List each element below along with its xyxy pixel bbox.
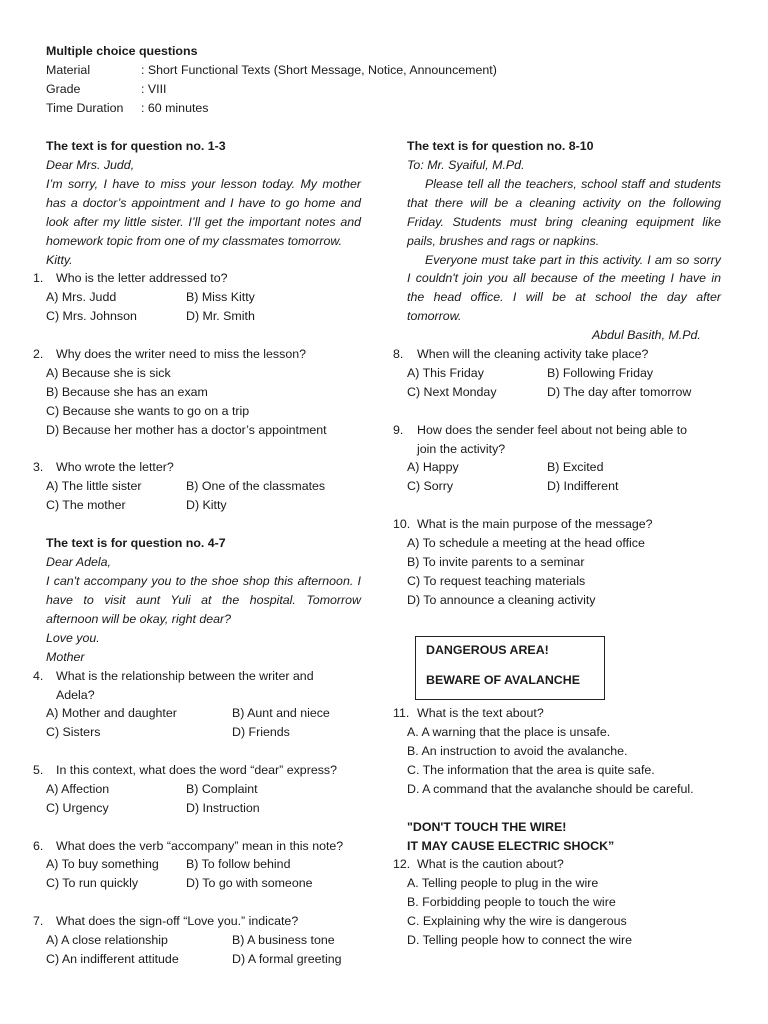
option-c: C. Explaining why the wire is dangerous [407,914,627,928]
question-number: 3. [33,460,44,474]
header-value: : Short Functional Texts (Short Message, Notice, Announcement) [141,63,497,77]
option-c: C. The information that the area is quite safe. [407,763,655,777]
question-text: Adela? [56,688,95,702]
header-row-grade [0,80,768,99]
option-a: A) A close relationship [46,933,168,947]
question-number: 11. [393,706,410,720]
header-row-material [0,61,768,80]
option-d: D) Friends [232,725,290,739]
option-a: A) Because she is sick [46,366,171,380]
question-text: join the activity? [417,442,506,456]
option-c: C) Sorry [407,479,454,493]
caution-sign-line: "DON'T TOUCH THE WIRE! [407,820,567,834]
header-label: Material [46,63,91,77]
option-d: D) Indifferent [547,479,619,493]
memo-line: Friday. Students must bring cleaning equipment like [407,215,721,229]
question-number: 6. [33,839,44,853]
option-d: D. Telling people how to connect the wire [407,933,633,947]
letter-line: afternoon will be okay, right dear? [46,612,232,626]
option-b: B) Because she has an exam [46,385,208,399]
option-a: A) The little sister [46,479,142,493]
header-label: Time Duration [46,101,124,115]
letter-line: Dear Mrs. Judd, [46,158,135,172]
letter-line: I can't accompany you to the shoe shop this afternoon. I [46,574,361,588]
letter-line: has a doctor’s appointment and I have to go home and [46,196,361,210]
letter-line: homework topic from one of my classmates tomorrow. [46,234,343,248]
sign-line: BEWARE OF AVALANCHE [426,673,580,687]
option-c: C) Mrs. Johnson [46,309,137,323]
question-text: Why does the writer need to miss the lesson? [56,347,306,361]
option-c: C) Next Monday [407,385,497,399]
option-d: D) Because her mother has a doctor’s appointment [46,423,327,437]
memo-line: tomorrow. [407,309,462,323]
option-a: A) To schedule a meeting at the head office [407,536,645,550]
question-number: 7. [33,914,44,928]
question-number: 2. [33,347,44,361]
letter-line: look after my little sister. I’ll get the important notes and [46,215,361,229]
option-a: A) This Friday [407,366,484,380]
letter-line: I’m sorry, I have to miss your lesson today. My mother [46,177,361,191]
option-b: B) To follow behind [186,857,291,871]
question-number: 1. [33,271,44,285]
memo-line: that there will be a cleaning activity on the following [407,196,721,210]
question-number: 4. [33,669,44,683]
option-c: C) To run quickly [46,876,139,890]
option-c: C) To request teaching materials [407,574,586,588]
memo-line: the head office. I will be at school the day after [407,290,721,304]
question-text: In this context, what does the word “dear” express? [56,763,337,777]
option-d: D) Mr. Smith [186,309,255,323]
option-b: B) One of the classmates [186,479,326,493]
question-number: 8. [393,347,404,361]
section-heading: The text is for question no. 1-3 [46,139,226,153]
letter-line: Kitty. [46,253,73,267]
question-number: 10. [393,517,411,531]
question-text: What does the sign-off “Love you.” indicate? [56,914,299,928]
letter-line: have to visit aunt Yuli at the hospital. Tomorrow [46,593,361,607]
header-row-duration [0,99,768,118]
option-b: B) To invite parents to a seminar [407,555,585,569]
caution-sign-line: IT MAY CAUSE ELECTRIC SHOCK” [407,839,615,853]
option-a: A) Happy [407,460,459,474]
question-number: 12. [393,857,411,871]
question-text: What is the caution about? [417,857,564,871]
option-d: D) To announce a cleaning activity [407,593,596,607]
option-d: D. A command that the avalanche should be careful. [407,782,694,796]
option-a: A) Mrs. Judd [46,290,117,304]
option-a: A) To buy something [46,857,159,871]
option-c: C) An indifferent attitude [46,952,179,966]
question-number: 5. [33,763,44,777]
option-b: B) A business tone [232,933,335,947]
option-a: A) Affection [46,782,110,796]
memo-line: Everyone must take part in this activity. I am so sorry [425,253,721,267]
header-value: : VIII [141,82,167,96]
option-c: C) Urgency [46,801,109,815]
option-b: B) Aunt and niece [232,706,330,720]
option-d: D) Instruction [186,801,260,815]
letter-line: Love you. [46,631,100,645]
section-heading: The text is for question no. 4-7 [46,536,226,550]
option-d: D) To go with someone [186,876,313,890]
question-text: What does the verb “accompany” mean in this note? [56,839,344,853]
question-text: How does the sender feel about not being able to [417,423,688,437]
option-b: B) Complaint [186,782,258,796]
question-text: What is the relationship between the writer and [56,669,314,683]
option-c: C) The mother [46,498,126,512]
letter-line: Dear Adela, [46,555,111,569]
option-c: C) Because she wants to go on a trip [46,404,250,418]
question-text: Who is the letter addressed to? [56,271,228,285]
option-b: B) Following Friday [547,366,654,380]
memo-line: pails, brushes and rags or napkins. [407,234,600,248]
option-b: B. An instruction to avoid the avalanche. [407,744,628,758]
option-d: D) Kitty [186,498,227,512]
question-text: What is the main purpose of the message? [417,517,653,531]
question-text: Who wrote the letter? [56,460,174,474]
memo-to: To: Mr. Syaiful, M.Pd. [407,158,525,172]
question-text: When will the cleaning activity take place? [417,347,649,361]
option-d: D) The day after tomorrow [547,385,692,399]
header-value: : 60 minutes [141,101,209,115]
option-c: C) Sisters [46,725,101,739]
section-heading: The text is for question no. 8-10 [407,139,594,153]
option-b: B) Miss Kitty [186,290,255,304]
option-d: D) A formal greeting [232,952,342,966]
memo-line: Please tell all the teachers, school staff and students [425,177,721,191]
worksheet-title: Multiple choice questions [46,44,198,58]
question-text: What is the text about? [417,706,544,720]
warning-sign-box [415,636,605,700]
option-b: B. Forbidding people to touch the wire [407,895,616,909]
option-a: A. A warning that the place is unsafe. [407,725,611,739]
letter-line: Mother [46,650,85,664]
question-number: 9. [393,423,404,437]
header-label: Grade [46,82,81,96]
option-a: A. Telling people to plug in the wire [407,876,599,890]
option-b: B) Excited [547,460,604,474]
option-a: A) Mother and daughter [46,706,177,720]
memo-signature: Abdul Basith, M.Pd. [592,328,701,342]
memo-line: I couldn't join you all because of the meeting I have in [407,271,721,285]
sign-line: DANGEROUS AREA! [426,643,549,657]
